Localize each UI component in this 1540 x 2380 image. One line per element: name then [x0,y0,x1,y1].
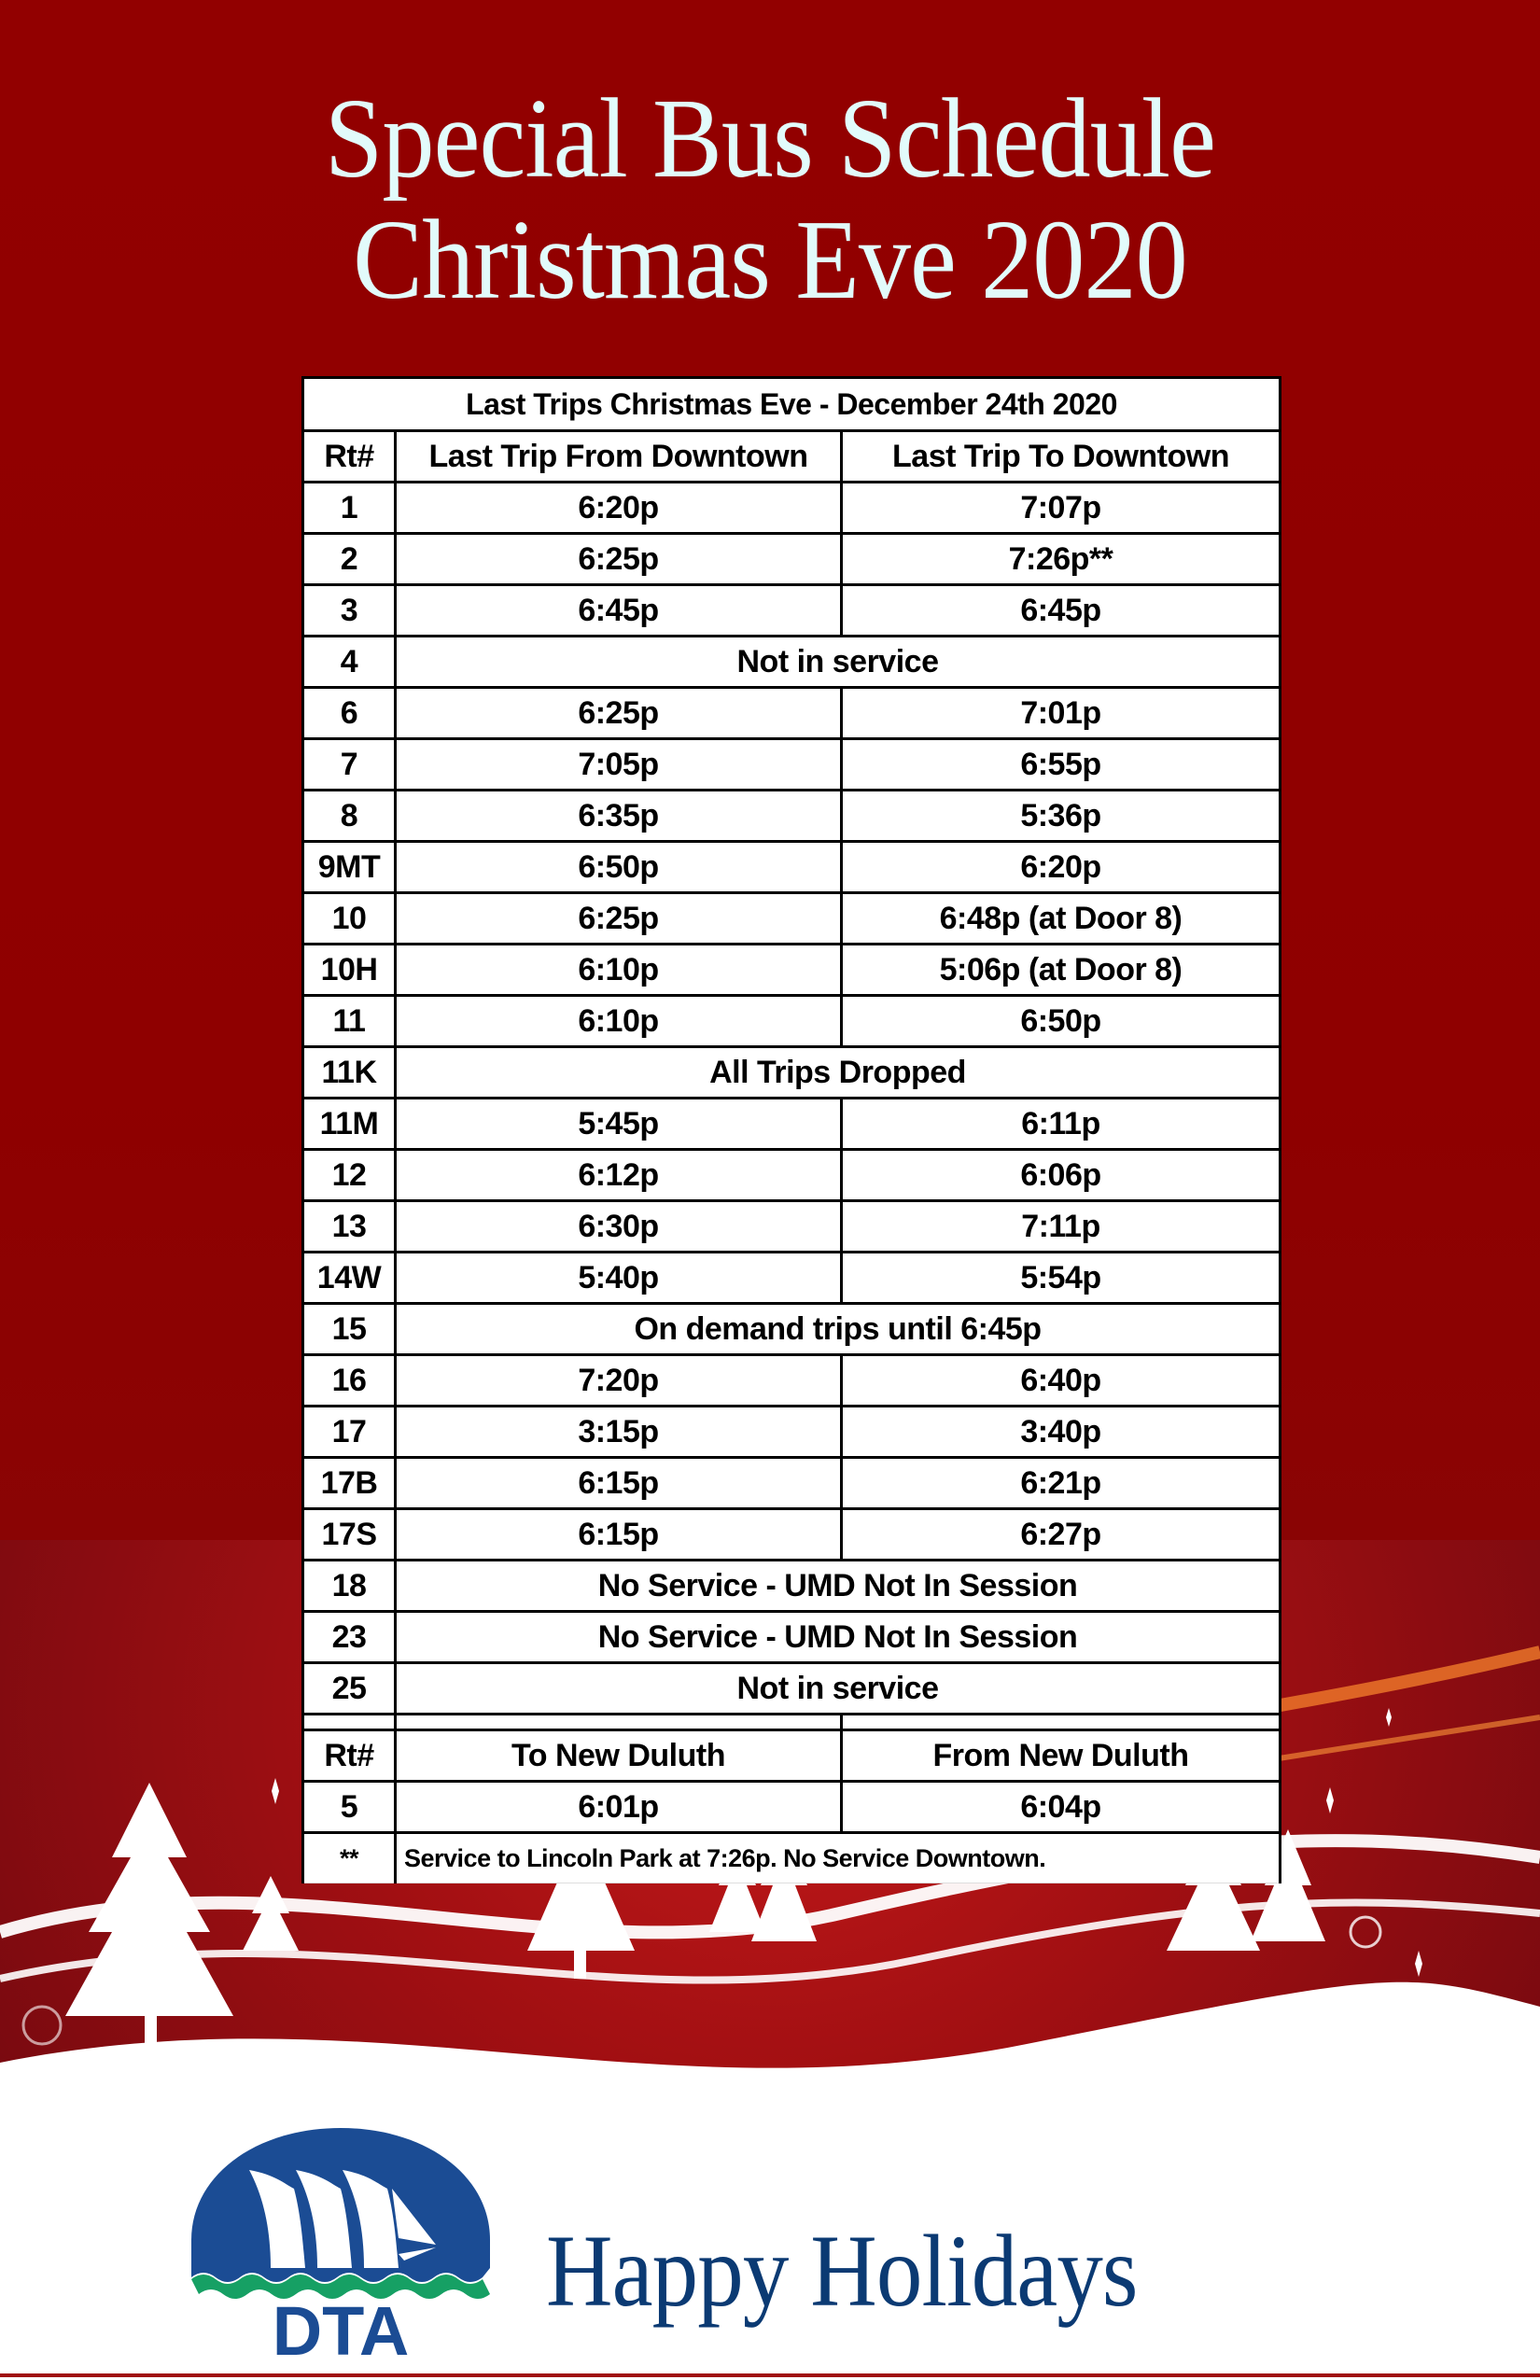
from-time: 6:12p [396,1150,842,1201]
page-title-line2: Christmas Eve 2020 [353,197,1187,323]
to-time: 5:06p (at Door 8) [842,945,1281,996]
route-number: 9MT [303,842,396,893]
route-number: 5 [303,1782,396,1833]
table-row [303,585,1281,637]
from-time: 6:30p [396,1201,842,1253]
route-number: 10H [303,945,396,996]
route-number: 23 [303,1612,396,1663]
table-row [303,1201,1281,1253]
table-row [303,637,1281,688]
table-row [303,1561,1281,1612]
to-time: 7:07p [842,483,1281,534]
dta-logo [191,2128,490,2357]
to-time: 6:45p [842,585,1281,637]
table-row [303,739,1281,791]
from-time: 5:40p [396,1253,842,1304]
to-time: 6:40p [842,1355,1281,1407]
table-row [303,1150,1281,1201]
column-header-route: Rt# [303,431,396,483]
table-row [303,1782,1281,1833]
route-number: 8 [303,791,396,842]
bottom-border [0,2373,1540,2377]
service-note: No Service - UMD Not In Session [396,1612,1281,1663]
column-header-from-new-duluth: From New Duluth [842,1730,1281,1782]
table-row [303,1253,1281,1304]
route-number: 13 [303,1201,396,1253]
table-spacer-row [303,1715,1281,1730]
table-row [303,842,1281,893]
table-row [303,1458,1281,1509]
table-title-row [303,378,1281,431]
happy-holidays-greeting: Happy Holidays [546,2214,1138,2328]
service-note: No Service - UMD Not In Session [396,1561,1281,1612]
column-header-route: Rt# [303,1730,396,1782]
spacer-cell [303,1715,396,1730]
route-number: 14W [303,1253,396,1304]
to-time: 6:20p [842,842,1281,893]
from-time: 6:35p [396,791,842,842]
table-row [303,1047,1281,1099]
table-row [303,483,1281,534]
route-number: 12 [303,1150,396,1201]
service-note: On demand trips until 6:45p [396,1304,1281,1355]
to-time: 7:11p [842,1201,1281,1253]
column-header-to-downtown: Last Trip To Downtown [842,431,1281,483]
service-note: All Trips Dropped [396,1047,1281,1099]
to-time: 6:50p [842,996,1281,1047]
route-number: 11 [303,996,396,1047]
column-header-from-downtown: Last Trip From Downtown [396,431,842,483]
page-title-line1: Special Bus Schedule [324,76,1216,202]
route-number: 15 [303,1304,396,1355]
dta-logo-text: DTA [272,2292,410,2357]
table-header-row [303,431,1281,483]
from-time: 6:04p [842,1782,1281,1833]
from-time: 6:20p [396,483,842,534]
bus-schedule-table [301,376,1281,1883]
route-number: 11M [303,1099,396,1150]
to-time: 7:01p [842,688,1281,739]
from-time: 6:10p [396,996,842,1047]
to-time: 6:48p (at Door 8) [842,893,1281,945]
route-number: 3 [303,585,396,637]
table-row [303,996,1281,1047]
table-row [303,1355,1281,1407]
table-row [303,1509,1281,1561]
to-time: 3:40p [842,1407,1281,1458]
route-number: 17B [303,1458,396,1509]
footnote-row [303,1833,1281,1883]
table-row [303,534,1281,585]
table-row [303,1407,1281,1458]
route-number: 18 [303,1561,396,1612]
spacer-cell [396,1715,842,1730]
from-time: 3:15p [396,1407,842,1458]
to-time: 6:55p [842,739,1281,791]
to-time: 5:54p [842,1253,1281,1304]
table-row [303,1304,1281,1355]
route-number: 2 [303,534,396,585]
footnote-marker: ** [303,1833,396,1883]
to-time: 6:06p [842,1150,1281,1201]
to-time: 6:27p [842,1509,1281,1561]
route-number: 7 [303,739,396,791]
from-time: 6:25p [396,688,842,739]
footnote-text: Service to Lincoln Park at 7:26p. No Service Downtown. [396,1833,1281,1883]
route-number: 16 [303,1355,396,1407]
table-row [303,1612,1281,1663]
route-number: 4 [303,637,396,688]
table-title: Last Trips Christmas Eve - December 24th 2020 [303,378,1281,431]
from-time: 7:05p [396,739,842,791]
table-row [303,945,1281,996]
from-time: 6:50p [396,842,842,893]
table-row [303,688,1281,739]
to-time: 6:21p [842,1458,1281,1509]
route-number: 17S [303,1509,396,1561]
from-time: 6:25p [396,534,842,585]
from-time: 5:45p [396,1099,842,1150]
route-number: 11K [303,1047,396,1099]
column-header-to-new-duluth: To New Duluth [396,1730,842,1782]
route-number: 1 [303,483,396,534]
route-number: 6 [303,688,396,739]
from-time: 7:20p [396,1355,842,1407]
spacer-cell [842,1715,1281,1730]
route-number: 17 [303,1407,396,1458]
to-time: 6:11p [842,1099,1281,1150]
from-time: 6:45p [396,585,842,637]
table-row [303,1663,1281,1715]
route-number: 25 [303,1663,396,1715]
table-row [303,791,1281,842]
to-time: 6:01p [396,1782,842,1833]
from-time: 6:25p [396,893,842,945]
from-time: 6:15p [396,1509,842,1561]
table-row [303,893,1281,945]
service-note: Not in service [396,1663,1281,1715]
to-time: 7:26p** [842,534,1281,585]
service-note: Not in service [396,637,1281,688]
route-number: 10 [303,893,396,945]
new-duluth-header-row [303,1730,1281,1782]
from-time: 6:15p [396,1458,842,1509]
table-row [303,1099,1281,1150]
to-time: 5:36p [842,791,1281,842]
from-time: 6:10p [396,945,842,996]
